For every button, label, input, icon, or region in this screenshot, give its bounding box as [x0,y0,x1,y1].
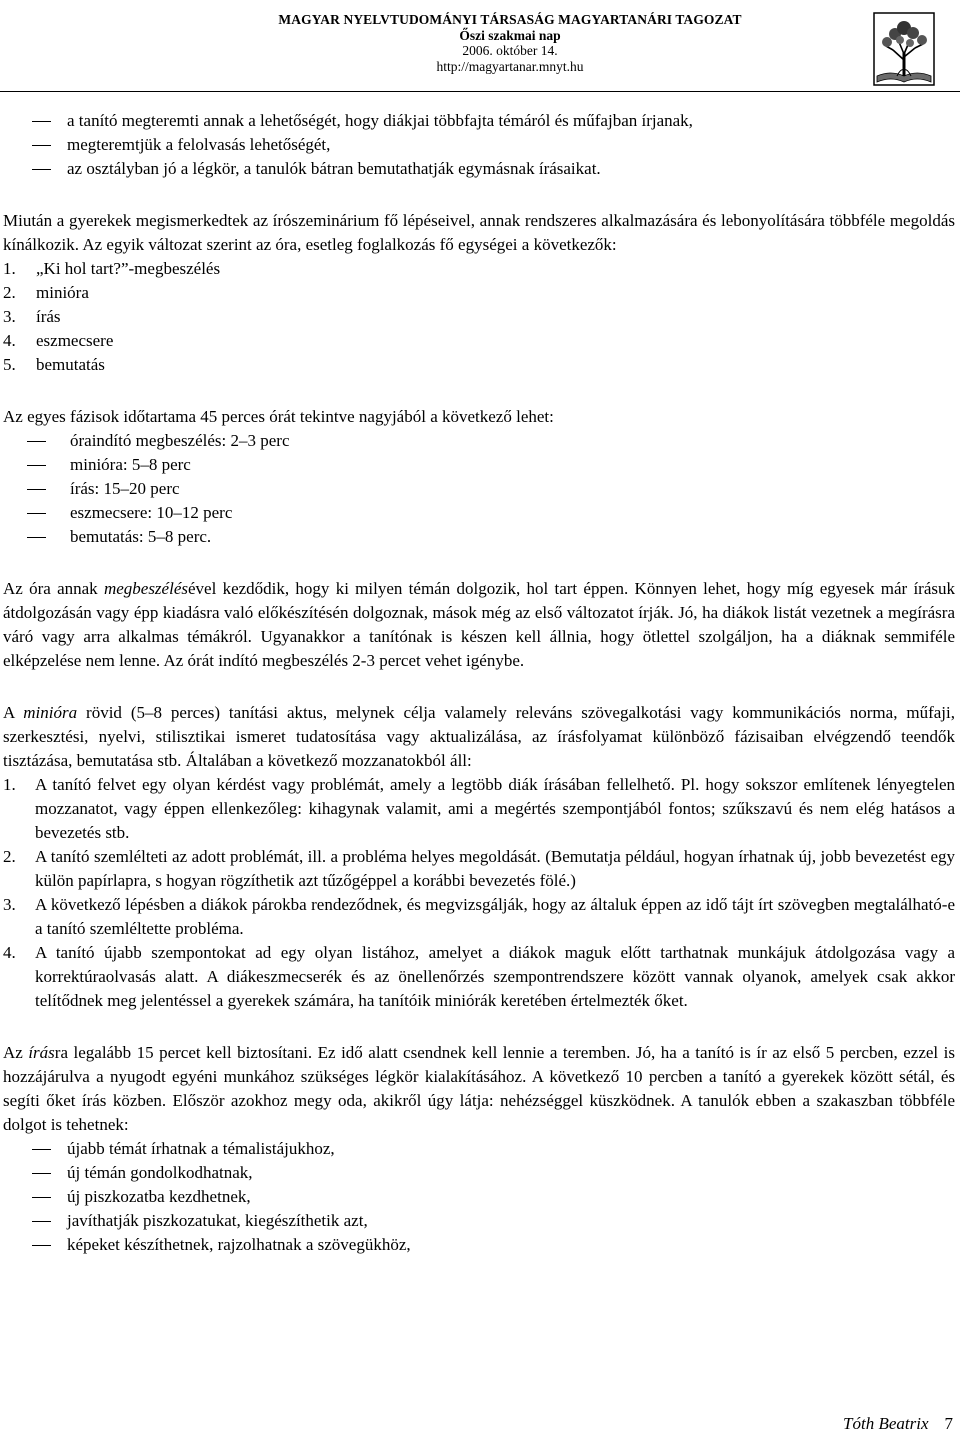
page-header [0,8,960,88]
phase-duration-list [3,429,955,549]
list-item: bemutatás: 5–8 perc. [3,525,955,549]
list-item: javíthatják piszkozatukat, kiegészíthetik azt, [3,1209,955,1233]
header-text [160,12,860,74]
page-number: 7 [944,1414,953,1433]
document-body [3,109,955,1257]
header-date: 2006. október 14. [462,43,558,58]
header-url: http://magyartanar.mnyt.hu [436,58,584,74]
paragraph-minilesson: A minióra rövid (5–8 perces) tanítási aktus, melynek célja valamely releváns szövegalkotási vagy kommunikációs norma, műfaji, szerkesztési, nyelvi, stilisztikai ismeret tudatosítása vagy aktualizálása, az írásfolyamat különböző fázisaiban elvégzendő teendők tisztázása, bemutatása stb. Általában a következő mozzanatokból áll: [3,703,955,770]
list-item: új piszkozatba kezdhetnek, [3,1185,955,1209]
list-item: az osztályban jó a légkör, a tanulók bátran bemutathatják egymásnak írásaikat. [3,157,955,181]
list-item: 4. eszmecsere [3,331,114,350]
list-item: óraindító megbeszélés: 2–3 perc [3,429,955,453]
writing-options-list [3,1137,955,1257]
minilesson-steps-list [3,773,955,1013]
tree-on-book-logo-icon [873,12,935,86]
list-item: a tanító megteremti annak a lehetőségét, hogy diákjai többfajta témáról és műfajban írjanak, [3,109,955,133]
list-item: 1. „Ki hol tart?”-megbeszélés [3,259,221,278]
header-event: Őszi szakmai nap [459,27,561,43]
paragraph-phase-durations: Az egyes fázisok időtartama 45 perces órát tekintve nagyjából a következő lehet: [3,407,554,426]
list-item: 3. A következő lépésben a diákok párokba rendeződnek, és megvizsgálják, hogy az általuk éppen az idő tájt írt szövegben megtalálható-e a tanító szemléltette probléma. [3,895,955,938]
intro-bullet-list [3,109,955,181]
header-org: MAGYAR NYELVTUDOMÁNYI TÁRSASÁG MAGYARTANÁRI TAGOZAT [278,12,742,27]
list-item: újabb témát írhatnak a témalistájukhoz, [3,1137,955,1161]
list-item: új témán gondolkodhatnak, [3,1161,955,1185]
page-footer [843,1413,953,1435]
list-item: 5. bemutatás [3,355,105,374]
list-item: megteremtjük a felolvasás lehetőségét, [3,133,955,157]
list-item: képeket készíthetnek, rajzolhatnak a szövegükhöz, [3,1233,955,1257]
paragraph-writing: Az írásra legalább 15 percet kell biztosítani. Ez idő alatt csendnek kell lennie a teremben. Jó, ha a tanító is ír az első 5 percben, ezzel is hozzájárulva a nyugodt egyéni munkához szükséges légkör kialakításához. A következő 10 percben a tanító a gyerekek között sétál, és segíti őket írás közben. Először azokhoz megy oda, akikről úgy látja: nehézséggel küszködnek. A tanulók ebben a szakaszban többféle dolgot is tehetnek: [3,1043,955,1134]
list-item: 1. A tanító felvet egy olyan kérdést vagy problémát, amely a legtöbb diák írásában fellelhető. Pl. hogy sokszor említenek lényegtelen mozzanatot, vagy éppen ellenkezőleg: kihagynak valamit, ami a megértés szempontjából fontos; szűkszavú és nem elég hatásos a bevezetés stb. [3,775,955,842]
list-item: eszmecsere: 10–12 perc [3,501,955,525]
paragraph-lesson-structure: Miután a gyerekek megismerkedtek az írószeminárium fő lépéseivel, annak rendszeres alkalmazására és lebonyolítására többféle megoldás kínálkozik. Az egyik változat szerint az óra, esetleg foglalkozás fő egységei a következők: [3,211,955,254]
list-item: 3. írás [3,307,61,326]
list-item: minióra: 5–8 perc [3,453,955,477]
lesson-steps-list [3,257,955,377]
list-item: 2. minióra [3,283,89,302]
list-item: 4. A tanító újabb szempontokat ad egy olyan listához, amelyet a diákok maguk előtt tarthatnak munkájuk átdolgozása vagy a korrektúraolvasás alatt. A diákeszmecserék és az önellenőrzés szempontrendszere között vannak olyanok, amelyek csak akkor telítődnek meg jelentéssel a gyerekek számára, ha tanítóik miniórák keretében értelmezték őket. [3,943,955,1010]
list-item: 2. A tanító szemlélteti az adott problémát, ill. a probléma helyes megoldását. (Bemutatja például, hogyan írhatnak új, jobb bevezetést egy külön papírlapra, s hogyan rögzíthetik azt tűzőgéppel a korábbi bevezetés fölé.) [3,847,955,890]
paragraph-discussion: Az óra annak megbeszélésével kezdődik, hogy ki milyen témán dolgozik, hol tart éppen. Könnyen lehet, hogy míg egyesek már írásuk átdolgozásán vagy épp kiadásra való előkészítésén dolgoznak, mások még az első változatot írják. Jó, ha diákok listát vezetnek a megírásra váró vagy arra alkalmas témákról. Ugyanakkor a tanítónak is készen kell állnia, hogy ötlettel szolgáljon, ha a diáknak semmiféle elképzelése nem lenne. Az órát indító megbeszélés 2-3 percet vehet igénybe. [3,579,955,670]
footer-author: Tóth Beatrix [843,1414,929,1433]
list-item: írás: 15–20 perc [3,477,955,501]
header-rule [0,91,960,92]
